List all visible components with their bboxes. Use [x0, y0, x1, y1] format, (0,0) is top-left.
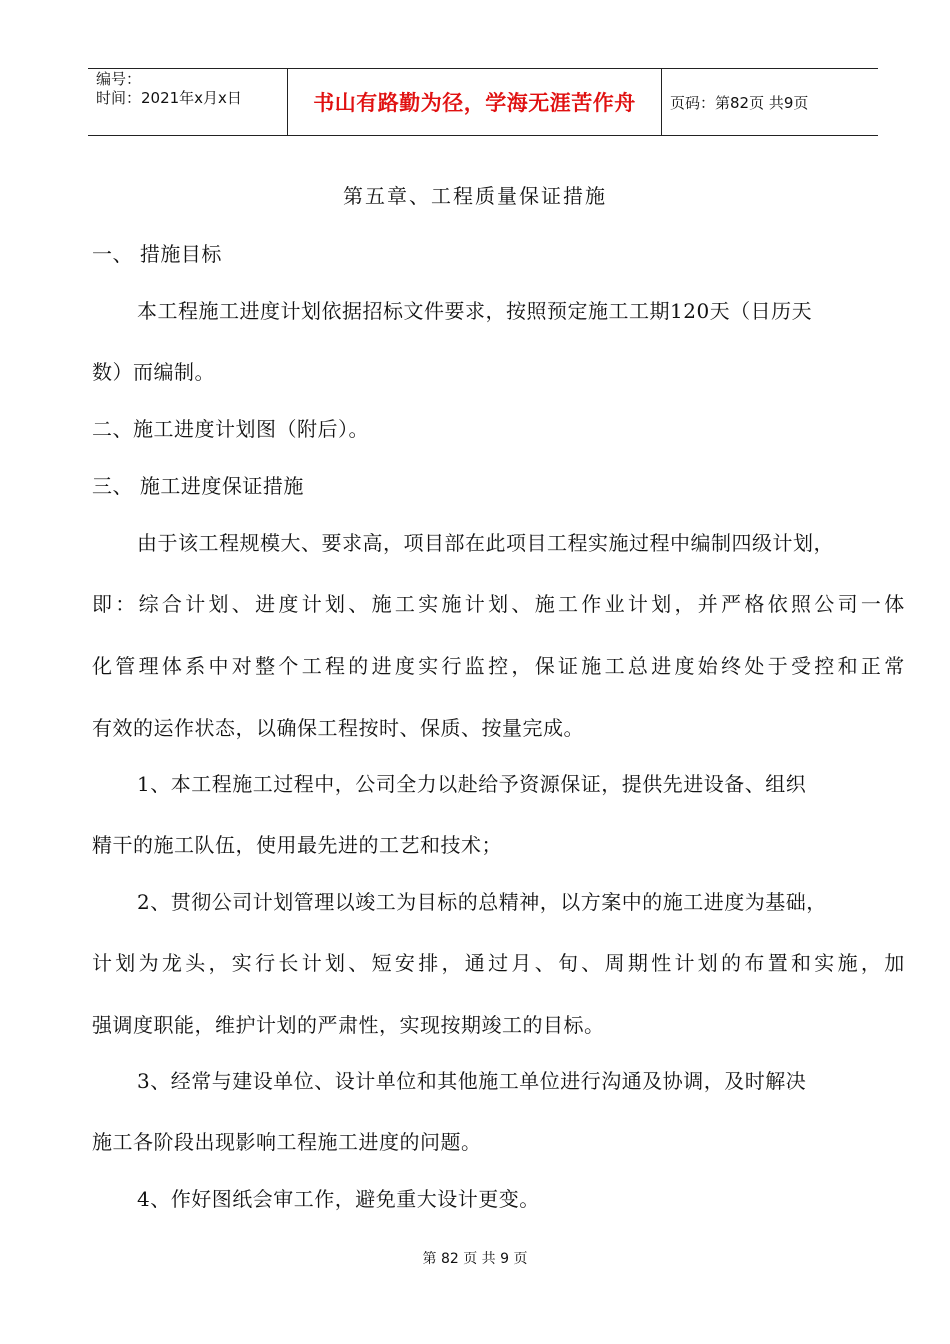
page-footer: 第 82 页 共 9 页: [422, 1251, 528, 1267]
paragraph-line: 由于该工程规模大、要求高，项目部在此项目工程实施过程中编制四级计划，: [137, 531, 834, 555]
section-heading-2: 二、施工进度计划图（附后）。: [92, 417, 369, 441]
header-meta-cell: [88, 69, 288, 135]
paragraph-line: 数）而编制。: [92, 360, 215, 384]
document-time-label: 时间：2021年x月x日: [96, 89, 242, 107]
paragraph-line: 即：综合计划、进度计划、施工实施计划、施工作业计划，并严格依照公司一体: [92, 592, 908, 616]
header-motto: 书山有路勤为径，学海无涯苦作舟: [313, 91, 636, 115]
header-page-number: 页码：第82页 共9页: [670, 93, 809, 112]
section-heading-1: 一、 措施目标: [92, 242, 222, 266]
list-item-line: 计划为龙头，实行长计划、短安排，通过月、旬、周期性计划的布置和实施，加: [92, 951, 908, 975]
paragraph-line: 化管理体系中对整个工程的进度实行监控，保证施工总进度始终处于受控和正常: [92, 654, 908, 678]
paragraph-line: 本工程施工进度计划依据招标文件要求，按照预定施工工期120天（日历天: [137, 299, 813, 323]
header-page-cell: [662, 69, 878, 135]
list-item-line: 精干的施工队伍，使用最先进的工艺和技术；: [92, 833, 502, 857]
section-heading-3: 三、 施工进度保证措施: [92, 474, 304, 498]
document-number-label: 编号：: [96, 70, 142, 88]
paragraph-line: 有效的运作状态，以确保工程按时、保质、按量完成。: [92, 716, 584, 740]
list-item-line: 3、经常与建设单位、设计单位和其他施工单位进行沟通及协调，及时解决: [137, 1069, 807, 1093]
header-motto-cell: [288, 69, 662, 135]
header-table: [88, 68, 878, 136]
list-item-line: 1、本工程施工过程中，公司全力以赴给予资源保证，提供先进设备、组织: [137, 772, 807, 796]
list-item-line: 施工各阶段出现影响工程施工进度的问题。: [92, 1130, 482, 1154]
list-item-line: 2、贯彻公司计划管理以竣工为目标的总精神，以方案中的施工进度为基础，: [137, 890, 827, 914]
page-title: 第五章、工程质量保证措施: [343, 184, 607, 208]
list-item-line: 强调度职能，维护计划的严肃性，实现按期竣工的目标。: [92, 1013, 605, 1037]
list-item-line: 4、作好图纸会审工作，避免重大设计更变。: [137, 1187, 540, 1211]
